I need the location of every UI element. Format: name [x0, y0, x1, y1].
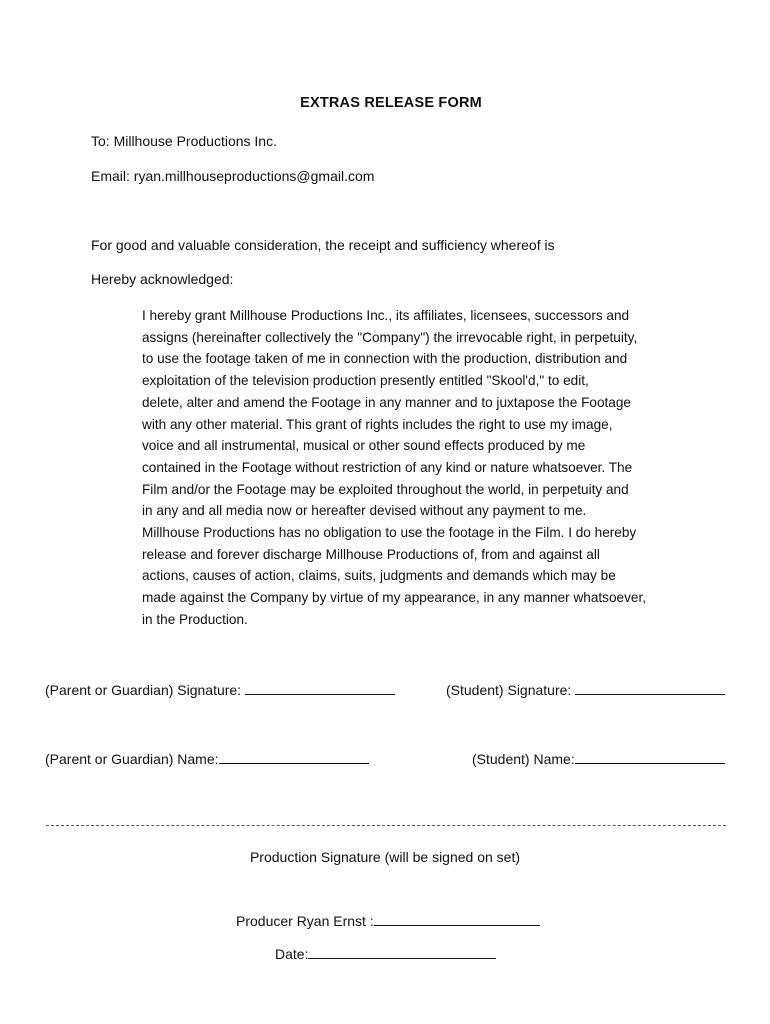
- intro-line-1: For good and valuable consideration, the receipt and sufficiency whereof is: [91, 237, 555, 253]
- student-signature-label: (Student) Signature:: [446, 682, 572, 698]
- producer-signature-row: [236, 912, 540, 929]
- intro-line-2: Hereby acknowledged:: [91, 271, 234, 287]
- terms-line: assigns (hereinafter collectively the "Company") the irrevocable right, in perpetuity,: [142, 329, 638, 345]
- terms-line: made against the Company by virtue of my appearance, in any manner whatsoever,: [142, 590, 647, 606]
- terms-line: actions, causes of action, claims, suits, judgments and demands which may be: [142, 568, 616, 584]
- terms-line: delete, alter and amend the Footage in any manner and to juxtapose the Footage: [142, 394, 631, 410]
- recipient-line: To: Millhouse Productions Inc.: [91, 133, 277, 149]
- guardian-signature-blank[interactable]: [245, 681, 395, 695]
- student-name-blank[interactable]: [575, 750, 725, 764]
- production-signature-heading: Production Signature (will be signed on set): [249, 849, 521, 865]
- producer-signature-label: Producer Ryan Ernst :: [236, 913, 374, 929]
- terms-line: Film and/or the Footage may be exploited throughout the world, in perpetuity and: [142, 481, 629, 497]
- student-name-row: [472, 750, 725, 767]
- terms-line: I hereby grant Millhouse Productions Inc., its affiliates, licensees, successors and: [142, 308, 630, 323]
- terms-line: voice and all instrumental, musical or other sound effects produced by me: [142, 438, 586, 454]
- guardian-name-blank[interactable]: [219, 750, 369, 764]
- date-row: [275, 945, 496, 962]
- terms-line: contained in the Footage without restriction of any kind or nature whatsoever. The: [142, 459, 633, 475]
- date-blank[interactable]: [308, 945, 496, 959]
- email-line: Email: ryan.millhouseproductions@gmail.com: [91, 168, 375, 184]
- guardian-name-row: [45, 750, 369, 767]
- terms-line: release and forever discharge Millhouse Productions of, from and against all: [142, 546, 600, 562]
- guardian-signature-label: (Parent or Guardian) Signature:: [45, 682, 242, 698]
- release-terms-paragraph: [142, 305, 670, 631]
- student-name-label: (Student) Name:: [472, 751, 575, 767]
- student-signature-row: [446, 681, 725, 698]
- terms-line: Millhouse Productions has no obligation to use the footage in the Film. I do hereby: [142, 525, 637, 541]
- student-signature-blank[interactable]: [575, 681, 725, 695]
- form-title: EXTRAS RELEASE FORM: [300, 95, 482, 111]
- terms-line: in any and all media now or hereafter devised without any payment to me.: [142, 503, 587, 519]
- producer-signature-blank[interactable]: [374, 912, 540, 926]
- guardian-name-label: (Parent or Guardian) Name:: [45, 751, 219, 767]
- terms-line: with any other material. This grant of rights includes the right to use my image,: [142, 416, 613, 432]
- guardian-signature-row: [45, 681, 395, 698]
- cut-line-divider: [46, 825, 726, 826]
- terms-line: to use the footage taken of me in connection with the production, distribution and: [142, 351, 628, 367]
- terms-line: exploitation of the television production presently entitled "Skool'd," to edit,: [142, 373, 589, 389]
- date-label: Date:: [275, 946, 309, 962]
- terms-line: in the Production.: [142, 611, 248, 627]
